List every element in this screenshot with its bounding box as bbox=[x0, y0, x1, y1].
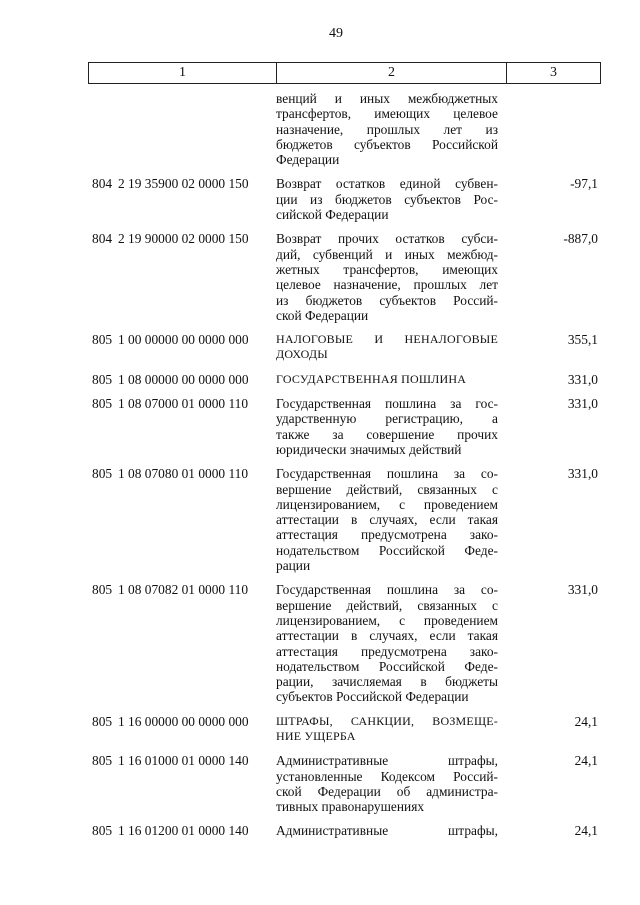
income-name-line: субъектов Российской Федерации bbox=[276, 689, 469, 705]
income-name-line: венций и иных межбюджетных bbox=[276, 91, 498, 106]
income-name bbox=[272, 372, 498, 387]
table-row bbox=[88, 176, 601, 222]
income-name bbox=[272, 823, 498, 838]
income-name-line: лицензированием, с проведением bbox=[276, 612, 498, 628]
income-name-line: ШТРАФЫ, САНКЦИИ, ВОЗМЕЩЕ- bbox=[276, 713, 498, 728]
table-row bbox=[88, 582, 601, 704]
amount-value: 24,1 bbox=[574, 753, 598, 769]
admin-code bbox=[88, 91, 118, 167]
table-body bbox=[88, 91, 601, 848]
table-row bbox=[88, 372, 601, 387]
budget-classification-code bbox=[118, 91, 272, 167]
income-name-line: ударственную регистрацию, а bbox=[276, 411, 498, 427]
page-number: 49 bbox=[329, 26, 343, 41]
header-col-2: 2 bbox=[277, 63, 507, 83]
income-name-line: Государственная пошлина за со- bbox=[276, 582, 498, 598]
income-name-line: НИЕ УЩЕРБА bbox=[276, 728, 356, 743]
income-name bbox=[272, 91, 498, 167]
income-name-line: целевое назначение, прошлых лет bbox=[276, 277, 498, 293]
income-name-line: Государственная пошлина за со- bbox=[276, 466, 498, 482]
amount-value bbox=[498, 91, 601, 167]
amount-value: 24,1 bbox=[574, 713, 598, 729]
admin-code: 805 bbox=[92, 371, 113, 387]
budget-classification-code: 1 08 07080 01 0000 110 bbox=[118, 466, 249, 482]
table-row bbox=[88, 396, 601, 457]
income-name-line: также за совершение прочих bbox=[276, 426, 498, 442]
budget-classification-code: 1 08 07000 01 0000 110 bbox=[118, 396, 249, 412]
income-name-line: юридически значимых действий bbox=[276, 441, 462, 457]
income-name-line: вершение действий, связанных с bbox=[276, 597, 498, 613]
income-name bbox=[272, 582, 498, 704]
income-name-line: Возврат остатков единой субвен- bbox=[276, 176, 498, 192]
budget-classification-code: 1 16 01200 01 0000 140 bbox=[118, 823, 249, 839]
table-header bbox=[88, 62, 601, 84]
income-name bbox=[272, 466, 498, 573]
budget-classification-code: 2 19 90000 02 0000 150 bbox=[118, 231, 249, 247]
income-name-line: трансфертов, имеющих целевое bbox=[276, 106, 498, 122]
income-name-line: из бюджетов субъектов Россий- bbox=[276, 292, 498, 308]
budget-classification-code: 2 19 35900 02 0000 150 bbox=[118, 176, 249, 192]
amount-value: 331,0 bbox=[567, 466, 598, 482]
income-name-line: рации, зачисляемая в бюджеты bbox=[276, 674, 498, 690]
income-name-line: ской Федерации об администра- bbox=[276, 783, 498, 799]
income-name bbox=[272, 231, 498, 323]
income-name-line: ДОХОДЫ bbox=[276, 347, 328, 362]
income-name-line: ской Федерации bbox=[276, 307, 369, 323]
table-row bbox=[88, 714, 601, 745]
amount-value: 331,0 bbox=[567, 371, 598, 387]
income-name bbox=[272, 714, 498, 745]
table-row bbox=[88, 753, 601, 814]
income-name bbox=[272, 396, 498, 457]
income-name bbox=[272, 332, 498, 363]
amount-value: 355,1 bbox=[567, 332, 598, 348]
admin-code: 804 bbox=[92, 231, 113, 247]
header-col-3: 3 bbox=[550, 65, 557, 80]
admin-code: 805 bbox=[92, 396, 113, 412]
table-row bbox=[88, 231, 601, 323]
income-name-line: рации bbox=[276, 558, 311, 574]
income-name bbox=[272, 753, 498, 814]
income-name-line: назначение, прошлых лет из bbox=[276, 121, 498, 137]
budget-classification-code: 1 16 01000 01 0000 140 bbox=[118, 753, 249, 769]
amount-value: 331,0 bbox=[567, 582, 598, 598]
income-name-line: аттестации в случаях, если такая bbox=[276, 512, 498, 528]
income-name-line: Административные штрафы, bbox=[276, 823, 498, 839]
admin-code: 805 bbox=[92, 713, 113, 729]
income-name-line: вершение действий, связанных с bbox=[276, 481, 498, 497]
income-name-line: бюджетов субъектов Российской bbox=[276, 136, 498, 152]
amount-value: -97,1 bbox=[570, 176, 598, 192]
amount-value: 24,1 bbox=[574, 823, 598, 839]
income-name-line: тивных правонарушениях bbox=[276, 799, 425, 815]
income-name-line: нодательством Российской Феде- bbox=[276, 658, 498, 674]
income-name-line: НАЛОГОВЫЕ И НЕНАЛОГОВЫЕ bbox=[276, 332, 498, 347]
income-name-line: аттестация предусмотрена зако- bbox=[276, 643, 498, 659]
budget-classification-code: 1 08 07082 01 0000 110 bbox=[118, 582, 249, 598]
income-name-line: нодательством Российской Феде- bbox=[276, 542, 498, 558]
income-name-line: сийской Федерации bbox=[276, 207, 389, 223]
budget-classification-code: 1 08 00000 00 0000 000 bbox=[118, 371, 249, 387]
income-name-line: Возврат прочих остатков субси- bbox=[276, 231, 498, 247]
table-row bbox=[88, 332, 601, 363]
table-row bbox=[88, 466, 601, 573]
admin-code: 804 bbox=[92, 176, 113, 192]
income-name-line: ГОСУДАРСТВЕННАЯ ПОШЛИНА bbox=[276, 371, 467, 386]
income-name-line: дий, субвенций и иных межбюд- bbox=[276, 246, 498, 262]
income-name bbox=[272, 176, 498, 222]
admin-code: 805 bbox=[92, 332, 113, 348]
income-name-line: Государственная пошлина за гос- bbox=[276, 396, 498, 412]
income-name-line: аттестации в случаях, если такая bbox=[276, 628, 498, 644]
admin-code: 805 bbox=[92, 466, 113, 482]
header-col-1: 1 bbox=[89, 63, 277, 83]
amount-value: 331,0 bbox=[567, 396, 598, 412]
income-name-line: Административные штрафы, bbox=[276, 753, 498, 769]
admin-code: 805 bbox=[92, 582, 113, 598]
admin-code: 805 bbox=[92, 823, 113, 839]
income-name-line: жетных трансфертов, имеющих bbox=[276, 261, 498, 277]
income-name-line: лицензированием, с проведением bbox=[276, 496, 498, 512]
budget-classification-code: 1 00 00000 00 0000 000 bbox=[118, 332, 249, 348]
income-name-line: установленные Кодексом Россий- bbox=[276, 768, 498, 784]
income-name-line: ции из бюджетов субъектов Рос- bbox=[276, 191, 498, 207]
admin-code: 805 bbox=[92, 753, 113, 769]
budget-classification-code: 1 16 00000 00 0000 000 bbox=[118, 713, 249, 729]
income-name-line: аттестация предусмотрена зако- bbox=[276, 527, 498, 543]
amount-value: -887,0 bbox=[563, 231, 598, 247]
table-row bbox=[88, 91, 601, 167]
income-name-line: Федерации bbox=[276, 152, 340, 168]
table-row bbox=[88, 823, 601, 838]
